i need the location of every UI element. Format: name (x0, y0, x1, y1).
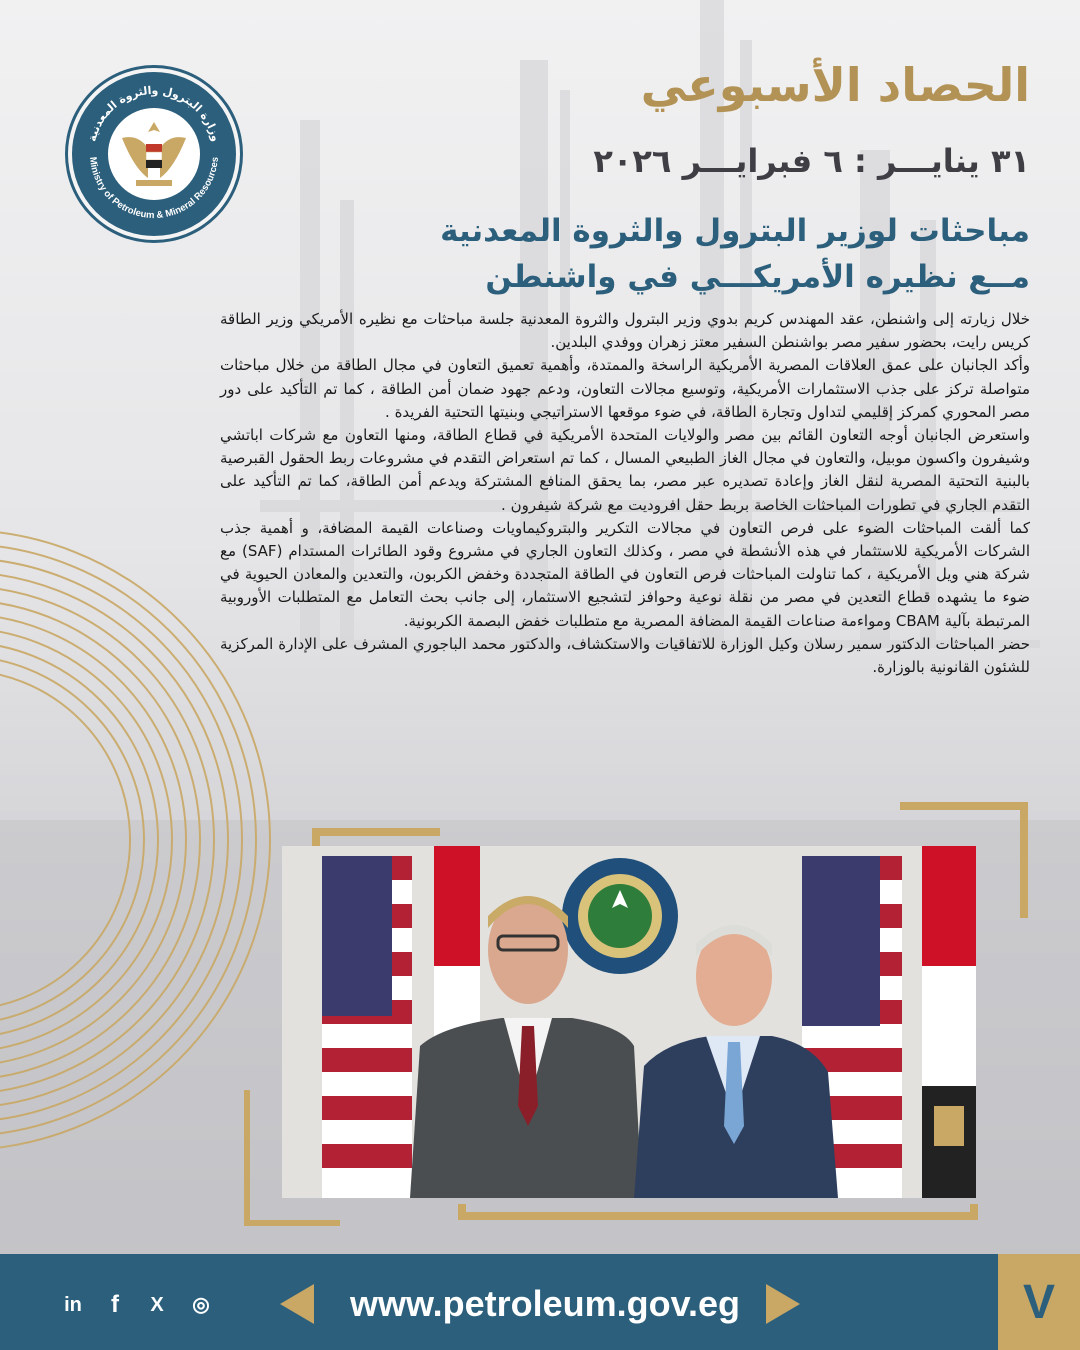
article-paragraph: واستعرض الجانبان أوجه التعاون القائم بين مصر والولايات المتحدة الأمريكية في قطاع الطاقة، ومنها التعاون مع شركات اباتشي وشيفرون واكسون موبيل، والتعاون في مجال الغاز الطبيعي المسال ، كما تم استعراض التقدم في مشروعات ربط الحقول القبرصية بالبنية التحتية المصرية لنقل الغاز وإعادة تصديره عبر مصر، بما يحقق المنافع المشتركة ويدعم أمن الطاقة، كما تم التأكيد على التقدم الجاري في تطورات المباحثات الخاصة بربط حقل افروديت مع شركة شيفرون . (220, 426, 1030, 514)
headline-line-1: مباحثات لوزير البترول والثروة المعدنية (440, 213, 1030, 249)
frame-decoration-bottom-left-bar (244, 1220, 340, 1226)
instagram-icon[interactable]: ◎ (192, 1294, 210, 1316)
x-icon[interactable]: X (150, 1294, 164, 1316)
logo-emblem-area (108, 108, 200, 200)
department-of-energy-seal-icon (562, 858, 678, 974)
eagle-emblem-icon (108, 108, 200, 200)
article-body (220, 308, 1030, 679)
egypt-flag-right (922, 846, 976, 1198)
us-flag-left (322, 856, 412, 1198)
facebook-icon[interactable]: f (111, 1291, 119, 1318)
frame-decoration-bottom-right (458, 1204, 978, 1220)
previous-arrow-icon[interactable] (280, 1284, 314, 1324)
page-title: الحصاد الأسبوعي (640, 58, 1030, 112)
meeting-photo-illustration (282, 846, 976, 1198)
linkedin-icon[interactable]: in (64, 1294, 82, 1316)
ministry-logo (68, 68, 240, 240)
date-range: ٣١ ينايـــر : ٦ فبرايـــر ٢٠٢٦ (593, 142, 1030, 180)
page-number: V (1022, 1276, 1055, 1329)
news-headline (410, 208, 1030, 300)
article-paragraph: كما ألقت المباحثات الضوء على فرص التعاون في مجالات التكرير والبتروكيماويات وصناعات القيمة المضافة، و أهمية جذب الشركات الأمريكية للاستثمار في هذه الأنشطة في مصر ، وكذلك التعاون الجاري في مشروع وقود الطائرات المستدام (SAF) مع شركة هني ويل الأمريكية ، كما تناولت المباحثات فرص التعاون في الطاقة المتجددة وخفض الكربون، والتعدين والمعادن الحيوية في ضوء ما يشهده قطاع التعدين في مصر من نقلة نوعية وحوافز لتشجيع الاستثمار، إلى جانب بحث التعامل مع المتطلبات الأوروبية المرتبطة بآلية CBAM ومواءمة صناعات القيمة المضافة المصرية مع متطلبات خفض البصمة الكربونية. (220, 518, 1030, 630)
logo-english-text: Ministry of Petroleum & Mineral Resources (86, 156, 221, 222)
meeting-photo (282, 846, 976, 1198)
headline-line-2: مــع نظيره الأمريكـــي في واشنطن (485, 259, 1030, 295)
article-paragraph: وأكد الجانبان على عمق العلاقات المصرية الأمريكية الراسخة والممتدة، وأهمية تعميق التعاون في مجال الطاقة من خلال مباحثات متواصلة تركز على جذب الاستثمارات الأمريكية، وتوسيع مجالات التعاون، ودعم جهود ضمان أمن الطاقة ، كما تم التأكيد على دور مصر المحوري كمركز إقليمي لتداول وتجارة الطاقة، في ضوء موقعها الاستراتيجي وبنيتها التحتية الفريدة . (220, 356, 1030, 421)
website-url[interactable]: www.petroleum.gov.eg (349, 1283, 741, 1324)
frame-decoration-bottom-left (244, 1090, 264, 1226)
article-paragraph: حضر المباحثات الدكتور سمير رسلان وكيل الوزارة للاتفاقيات والاستكشاف، والدكتور محمد الباجوري المشرف على الإدارة المركزية للشئون القانونية بالوزارة. (220, 634, 1030, 677)
next-arrow-icon[interactable] (766, 1284, 800, 1324)
logo-arabic-text: وزارة البترول والثروة المعدنية (85, 83, 223, 143)
article-paragraph: خلال زيارته إلى واشنطن، عقد المهندس كريم بدوي وزير البترول والثروة المعدنية جلسة مباحثات مع نظيره الأمريكي وزير الطاقة كريس رايت، بحضور سفير مصر بواشنطن السفير معتز زهران ووفدي البلدين. (220, 310, 1030, 352)
